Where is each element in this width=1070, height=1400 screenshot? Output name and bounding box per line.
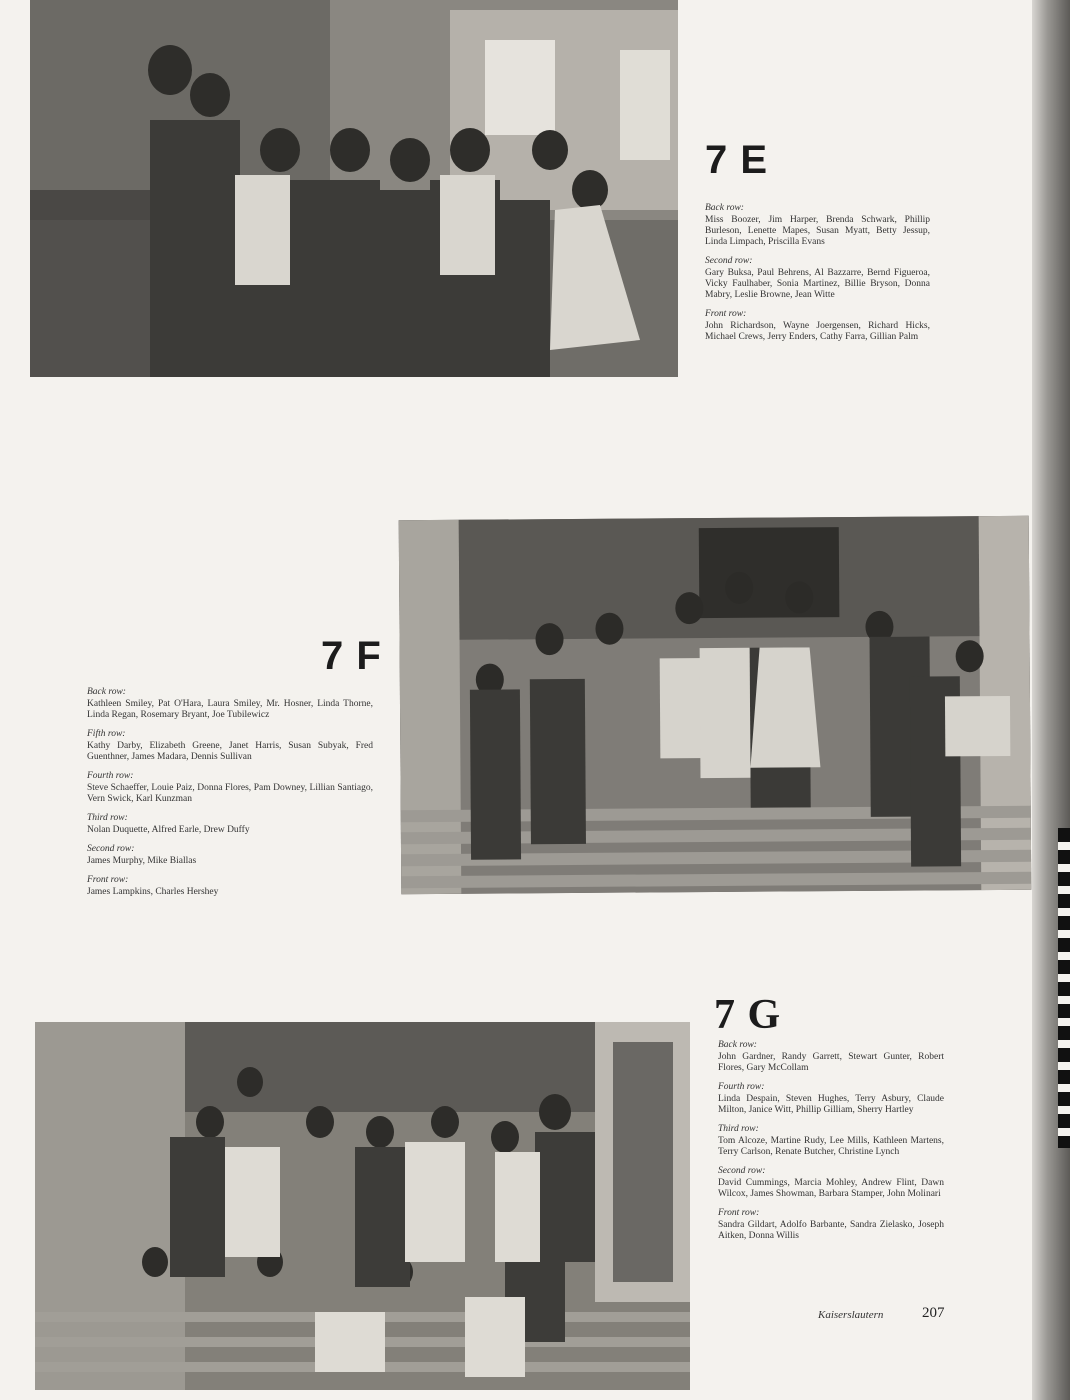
row-label: Fourth row:: [87, 771, 134, 781]
edge-print-marks: [1058, 828, 1070, 1148]
row-label: Front row:: [87, 875, 129, 885]
row-names: Kathleen Smiley, Pat O'Hara, Laura Smiley, Mr. Hosner, Linda Thorne, Linda Regan, Rosemary Bryant, Joe Tubilewicz: [87, 699, 373, 720]
class-7e-photo: [30, 0, 678, 377]
row-names: Steve Schaeffer, Louie Paiz, Donna Flores, Pam Downey, Lillian Santiago, Vern Swick, Karl Kunzman: [87, 783, 373, 804]
row-names: Sandra Gildart, Adolfo Barbante, Sandra Zielasko, Joseph Aitken, Donna Willis: [718, 1220, 944, 1241]
row-names: John Gardner, Randy Garrett, Stewart Gunter, Robert Flores, Gary McCollam: [718, 1052, 944, 1073]
row-label: Front row:: [718, 1208, 760, 1218]
row-label: Second row:: [718, 1166, 766, 1176]
roster-row-group: [718, 1208, 944, 1242]
class-7g-photo: [35, 1022, 690, 1390]
row-label: Front row:: [705, 309, 747, 319]
class-7g-title: 7 G: [714, 992, 782, 1038]
roster-row-group: [87, 729, 373, 763]
row-names: David Cummings, Marcia Mohley, Andrew Flint, Dawn Wilcox, James Showman, Barbara Stamper, John Molinari: [718, 1178, 944, 1199]
roster-row-group: [718, 1166, 944, 1200]
footer-place-name: Kaiserslautern: [818, 1309, 884, 1321]
row-label: Second row:: [87, 844, 135, 854]
roster-row-group: [718, 1040, 944, 1074]
row-names: Miss Boozer, Jim Harper, Brenda Schwark, Phillip Burleson, Lenette Mapes, Susan Myatt, Betty Jessup, Linda Limpach, Priscilla Evans: [705, 215, 930, 247]
row-names: James Murphy, Mike Biallas: [87, 856, 197, 866]
class-7g-roster: [718, 1040, 944, 1250]
class-7f-title: 7 F: [321, 634, 382, 678]
row-names: Tom Alcoze, Martine Rudy, Lee Mills, Kathleen Martens, Terry Carlson, Renate Butcher, Christine Lynch: [718, 1136, 944, 1157]
roster-row-group: [705, 256, 930, 301]
roster-row-group: [718, 1124, 944, 1158]
row-names: John Richardson, Wayne Joergensen, Richard Hicks, Michael Crews, Jerry Enders, Cathy Farra, Gillian Palm: [705, 321, 930, 342]
roster-row-group: [87, 771, 373, 805]
row-label: Back row:: [705, 203, 744, 213]
row-label: Back row:: [87, 687, 126, 697]
page-binding-edge: [1032, 0, 1070, 1400]
roster-row-group: [87, 687, 373, 721]
row-names: Linda Despain, Steven Hughes, Terry Asbury, Claude Milton, Janice Witt, Phillip Gilliam, Sherry Hartley: [718, 1094, 944, 1115]
row-label: Third row:: [718, 1124, 759, 1134]
row-label: Second row:: [705, 256, 753, 266]
row-names: Kathy Darby, Elizabeth Greene, Janet Harris, Susan Subyak, Fred Guenthner, James Madara, Dennis Sullivan: [87, 741, 373, 762]
roster-row-group: [718, 1082, 944, 1116]
roster-row-group: [87, 844, 373, 867]
roster-row-group: [87, 813, 373, 836]
roster-row-group: [705, 309, 930, 343]
row-label: Third row:: [87, 813, 128, 823]
roster-row-group: [87, 875, 373, 898]
row-label: Back row:: [718, 1040, 757, 1050]
page-number: 207: [922, 1305, 945, 1321]
class-7f-roster: [87, 687, 373, 906]
row-label: Fifth row:: [87, 729, 126, 739]
row-names: Gary Buksa, Paul Behrens, Al Bazzarre, Bernd Figueroa, Vicky Faulhaber, Sonia Martinez, Billie Bryson, Donna Mabry, Leslie Browne, Jean Witte: [705, 268, 930, 300]
roster-row-group: [705, 203, 930, 248]
class-7f-photo: [399, 516, 1032, 894]
row-label: Fourth row:: [718, 1082, 765, 1092]
class-7e-title: 7 E: [705, 138, 769, 182]
row-names: Nolan Duquette, Alfred Earle, Drew Duffy: [87, 825, 250, 835]
class-7e-roster: [705, 203, 930, 351]
row-names: James Lampkins, Charles Hershey: [87, 887, 219, 897]
